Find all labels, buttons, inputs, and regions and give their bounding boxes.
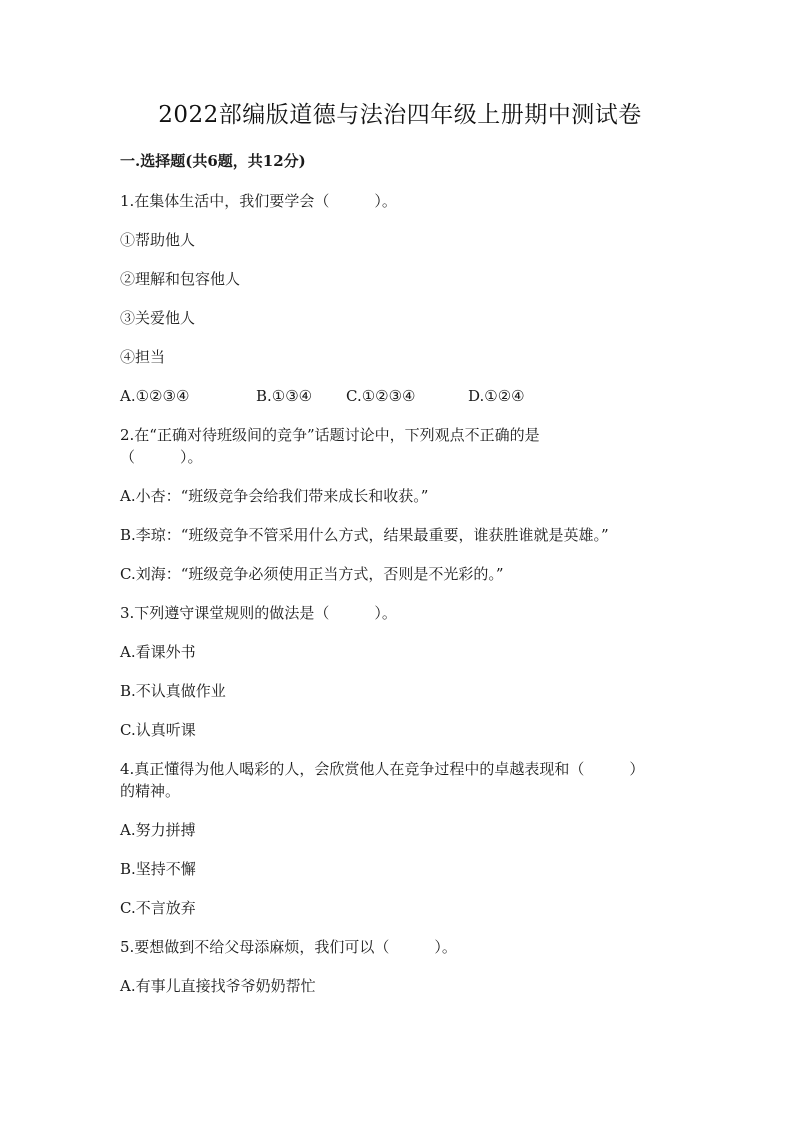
question-stem-continued: （ ）。 bbox=[120, 448, 203, 466]
option-a: A.努力拼搏 bbox=[120, 821, 196, 839]
statement-item: ③关爱他人 bbox=[120, 309, 196, 327]
options-row bbox=[120, 385, 680, 407]
page-title: 2022部编版道德与法治四年级上册期中测试卷 bbox=[158, 102, 642, 128]
option-a: A.小杏：“班级竞争会给我们带来成长和收获。” bbox=[120, 487, 429, 505]
question-stem: 4.真正懂得为他人喝彩的人，会欣赏他人在竞争过程中的卓越表现和（ ） bbox=[120, 760, 645, 778]
question-stem: 1.在集体生活中，我们要学会（ ）。 bbox=[120, 192, 397, 210]
question-stem: 2.在“正确对待班级间的竞争”话题讨论中，下列观点不正确的是 bbox=[120, 426, 540, 444]
question-3 bbox=[120, 602, 680, 741]
option-a: A.①②③④ bbox=[120, 387, 190, 405]
option-c: C.不言放弃 bbox=[120, 899, 196, 917]
question-stem-continued: 的精神。 bbox=[120, 782, 181, 800]
question-stem: 3.下列遵守课堂规则的做法是（ ）。 bbox=[120, 604, 397, 622]
option-b: B.①③④ bbox=[256, 387, 313, 405]
question-4 bbox=[120, 758, 680, 919]
option-a: A.看课外书 bbox=[120, 643, 196, 661]
question-stem: 5.要想做到不给父母添麻烦，我们可以（ ）。 bbox=[120, 938, 457, 956]
option-c: C.刘海：“班级竞争必须使用正当方式，否则是不光彩的。” bbox=[120, 565, 504, 583]
option-b: B.坚持不懈 bbox=[120, 860, 196, 878]
statement-item: ①帮助他人 bbox=[120, 231, 196, 249]
option-c: C.认真听课 bbox=[120, 721, 196, 739]
exam-content bbox=[120, 150, 680, 997]
option-a: A.有事儿直接找爷爷奶奶帮忙 bbox=[120, 977, 316, 995]
section-heading: 一.选择题(共6题，共12分) bbox=[120, 152, 306, 170]
option-b: B.不认真做作业 bbox=[120, 682, 226, 700]
option-c: C.①②③④ bbox=[346, 387, 416, 405]
question-5 bbox=[120, 936, 680, 997]
option-b: B.李琼：“班级竞争不管采用什么方式，结果最重要，谁获胜谁就是英雄。” bbox=[120, 526, 609, 544]
statement-item: ④担当 bbox=[120, 348, 166, 366]
question-2 bbox=[120, 424, 680, 585]
statement-item: ②理解和包容他人 bbox=[120, 270, 241, 288]
option-d: D.①②④ bbox=[468, 387, 525, 405]
question-1 bbox=[120, 190, 680, 407]
